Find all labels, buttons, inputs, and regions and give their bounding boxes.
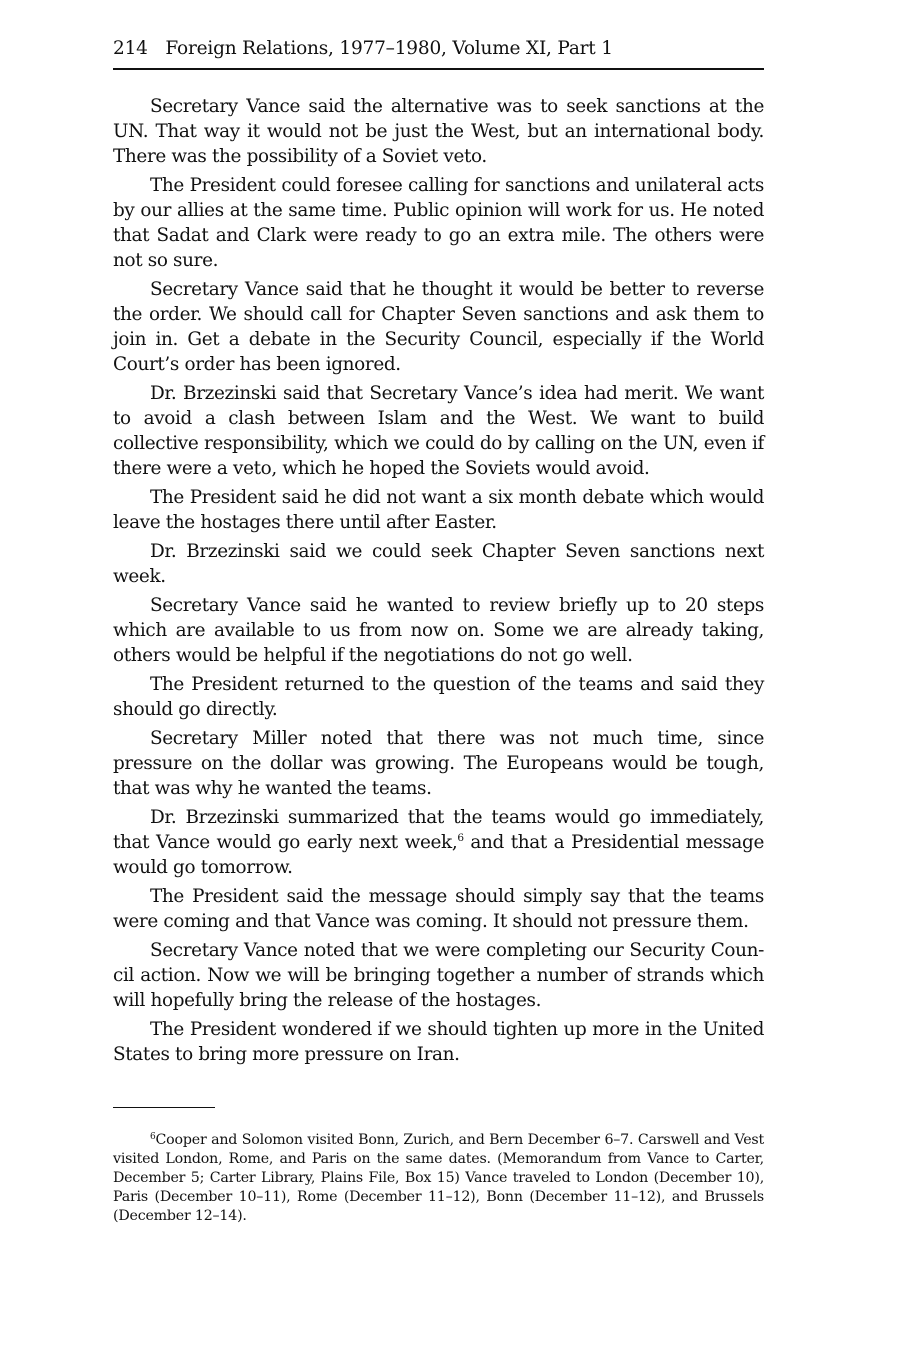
paragraph: Secretary Vance said he wanted to review briefly up to 20 steps which are available to us from now on. Some we are already taking, others would be helpful if the negotiations do not go well.: [113, 595, 764, 666]
page: [113, 36, 764, 1071]
running-head: [113, 36, 764, 70]
paragraph: The President wondered if we should tighten up more in the United States to bring more pressure on Iran.: [113, 1019, 764, 1065]
paragraph: Dr. Brzezinski said that Secretary Vance’s idea had merit. We want to avoid a clash between Islam and the West. We want to build collective responsibility, which we could do by calling on the UN, even if there were a veto, which he hoped the Soviets would avoid.: [113, 383, 764, 479]
paragraph-text: and that a Presidential message would go tomorrow.: [113, 832, 764, 878]
paragraph: The President said he did not want a six month debate which would leave the hostages there until after Easter.: [113, 487, 764, 533]
document-body: [113, 94, 764, 1067]
running-title: Foreign Relations, 1977–1980, Volume XI, Part 1: [165, 38, 613, 59]
paragraph: Secretary Vance said the alternative was to seek sanctions at the UN. That way it would not be just the West, but an international body. There was the possibility of a Soviet veto.: [113, 96, 764, 167]
paragraph: Secretary Miller noted that there was not much time, since pressure on the dollar was growing. The Europeans would be tough, that was why he wanted the teams.: [113, 728, 764, 799]
paragraph: Secretary Vance noted that we were completing our Security Coun-cil action. Now we will be bringing together a number of strands which will hopefully bring the release of the hostages.: [113, 940, 764, 1011]
paragraph: Dr. Brzezinski said we could seek Chapter Seven sanctions next week.: [113, 541, 764, 587]
footnote-reference: 6: [457, 832, 464, 844]
paragraph: The President returned to the question of the teams and said they should go directly.: [113, 674, 764, 720]
footnote: [113, 1131, 764, 1226]
paragraph-with-footnote-ref: [113, 805, 764, 880]
paragraph-text: Dr. Brzezinski summarized that the teams would go immediately, that Vance would go early next week,: [113, 807, 764, 853]
paragraph: The President could foresee calling for sanctions and unilateral acts by our allies at the same time. Public opinion will work for us. He noted that Sadat and Clark were ready to go an extra mile. The others were not so sure.: [113, 175, 764, 271]
footnote-text: Cooper and Solomon visited Bonn, Zurich, and Bern December 6–7. Carswell and Vest visited London, Rome, and Paris on the same dates. (Memorandum from Vance to Carter, December 5; Carter Library, Plains File, Box 15) Vance traveled to London (December 10), Paris (December 10–11), Rome (December 11–12), Bonn (December 11–12), and Brussels (December 12–14).: [113, 1132, 764, 1224]
paragraph: The President said the message should simply say that the teams were coming and that Vance was coming. It should not pressure them.: [113, 886, 764, 932]
page-number: 214: [113, 38, 148, 59]
paragraph: Secretary Vance said that he thought it would be better to reverse the order. We should call for Chapter Seven sanctions and ask them to join in. Get a debate in the Security Council, especially if the World Court’s order has been ignored.: [113, 279, 764, 375]
footnote-number: 6: [150, 1132, 156, 1142]
footnote-divider: [113, 1107, 215, 1108]
